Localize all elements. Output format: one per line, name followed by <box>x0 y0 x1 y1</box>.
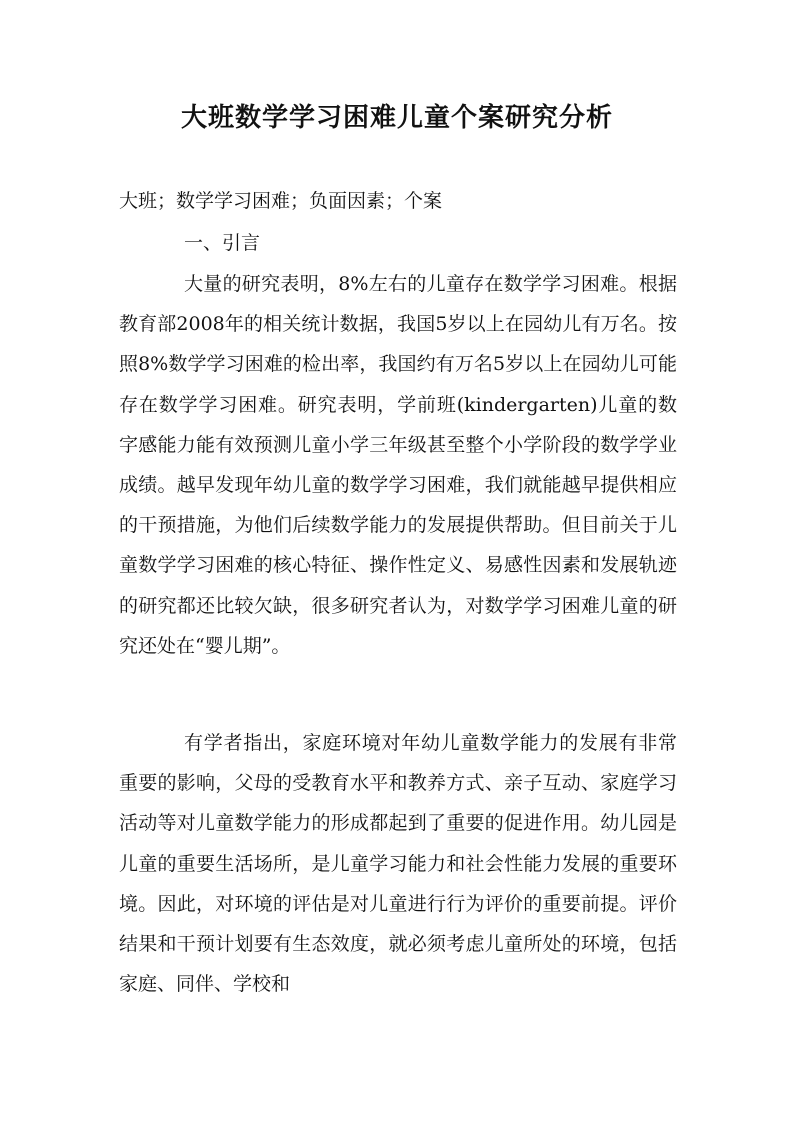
paragraph: 有学者指出，家庭环境对年幼儿童数学能力的发展有非常重要的影响，父母的受教育水平和教养方式、亲子互动、家庭学习活动等对儿童数学能力的形成都起到了重要的促进作用。幼儿园是儿童的重要生活场所，是儿童学习能力和社会性能力发展的重要环境。因此，对环境的评估是对儿童进行行为评价的重要前提。评价结果和干预计划要有生态效度，就必须考虑儿童所处的环境，包括家庭、同伴、学校和 <box>119 732 677 996</box>
document-title: 大班数学学习困难儿童个案研究分析 <box>180 103 613 133</box>
section-heading: 一、引言 <box>184 232 261 254</box>
keywords-line: 大班；数学学习困难；负面因素；个案 <box>119 190 443 212</box>
paragraph: 大量的研究表明，8%左右的儿童存在数学学习困难。根据教育部2008年的相关统计数据，我国5岁以上在园幼儿有万名。按照8%数学学习困难的检出率，我国约有万名5岁以上在园幼儿可能存在数学学习困难。研究表明，学前班(kindergarten)儿童的数字感能力能有效预测儿童小学三年级甚至整个小学阶段的数学学业成绩。越早发现年幼儿童的数学学习困难，我们就能越早提供相应的干预措施，为他们后续数学能力的发展提供帮助。但目前关于儿童数学学习困难的核心特征、操作性定义、易感性因素和发展轨迹的研究都还比较欠缺，很多研究者认为，对数学学习困难儿童的研究还处在“婴儿期”。 <box>119 273 677 657</box>
